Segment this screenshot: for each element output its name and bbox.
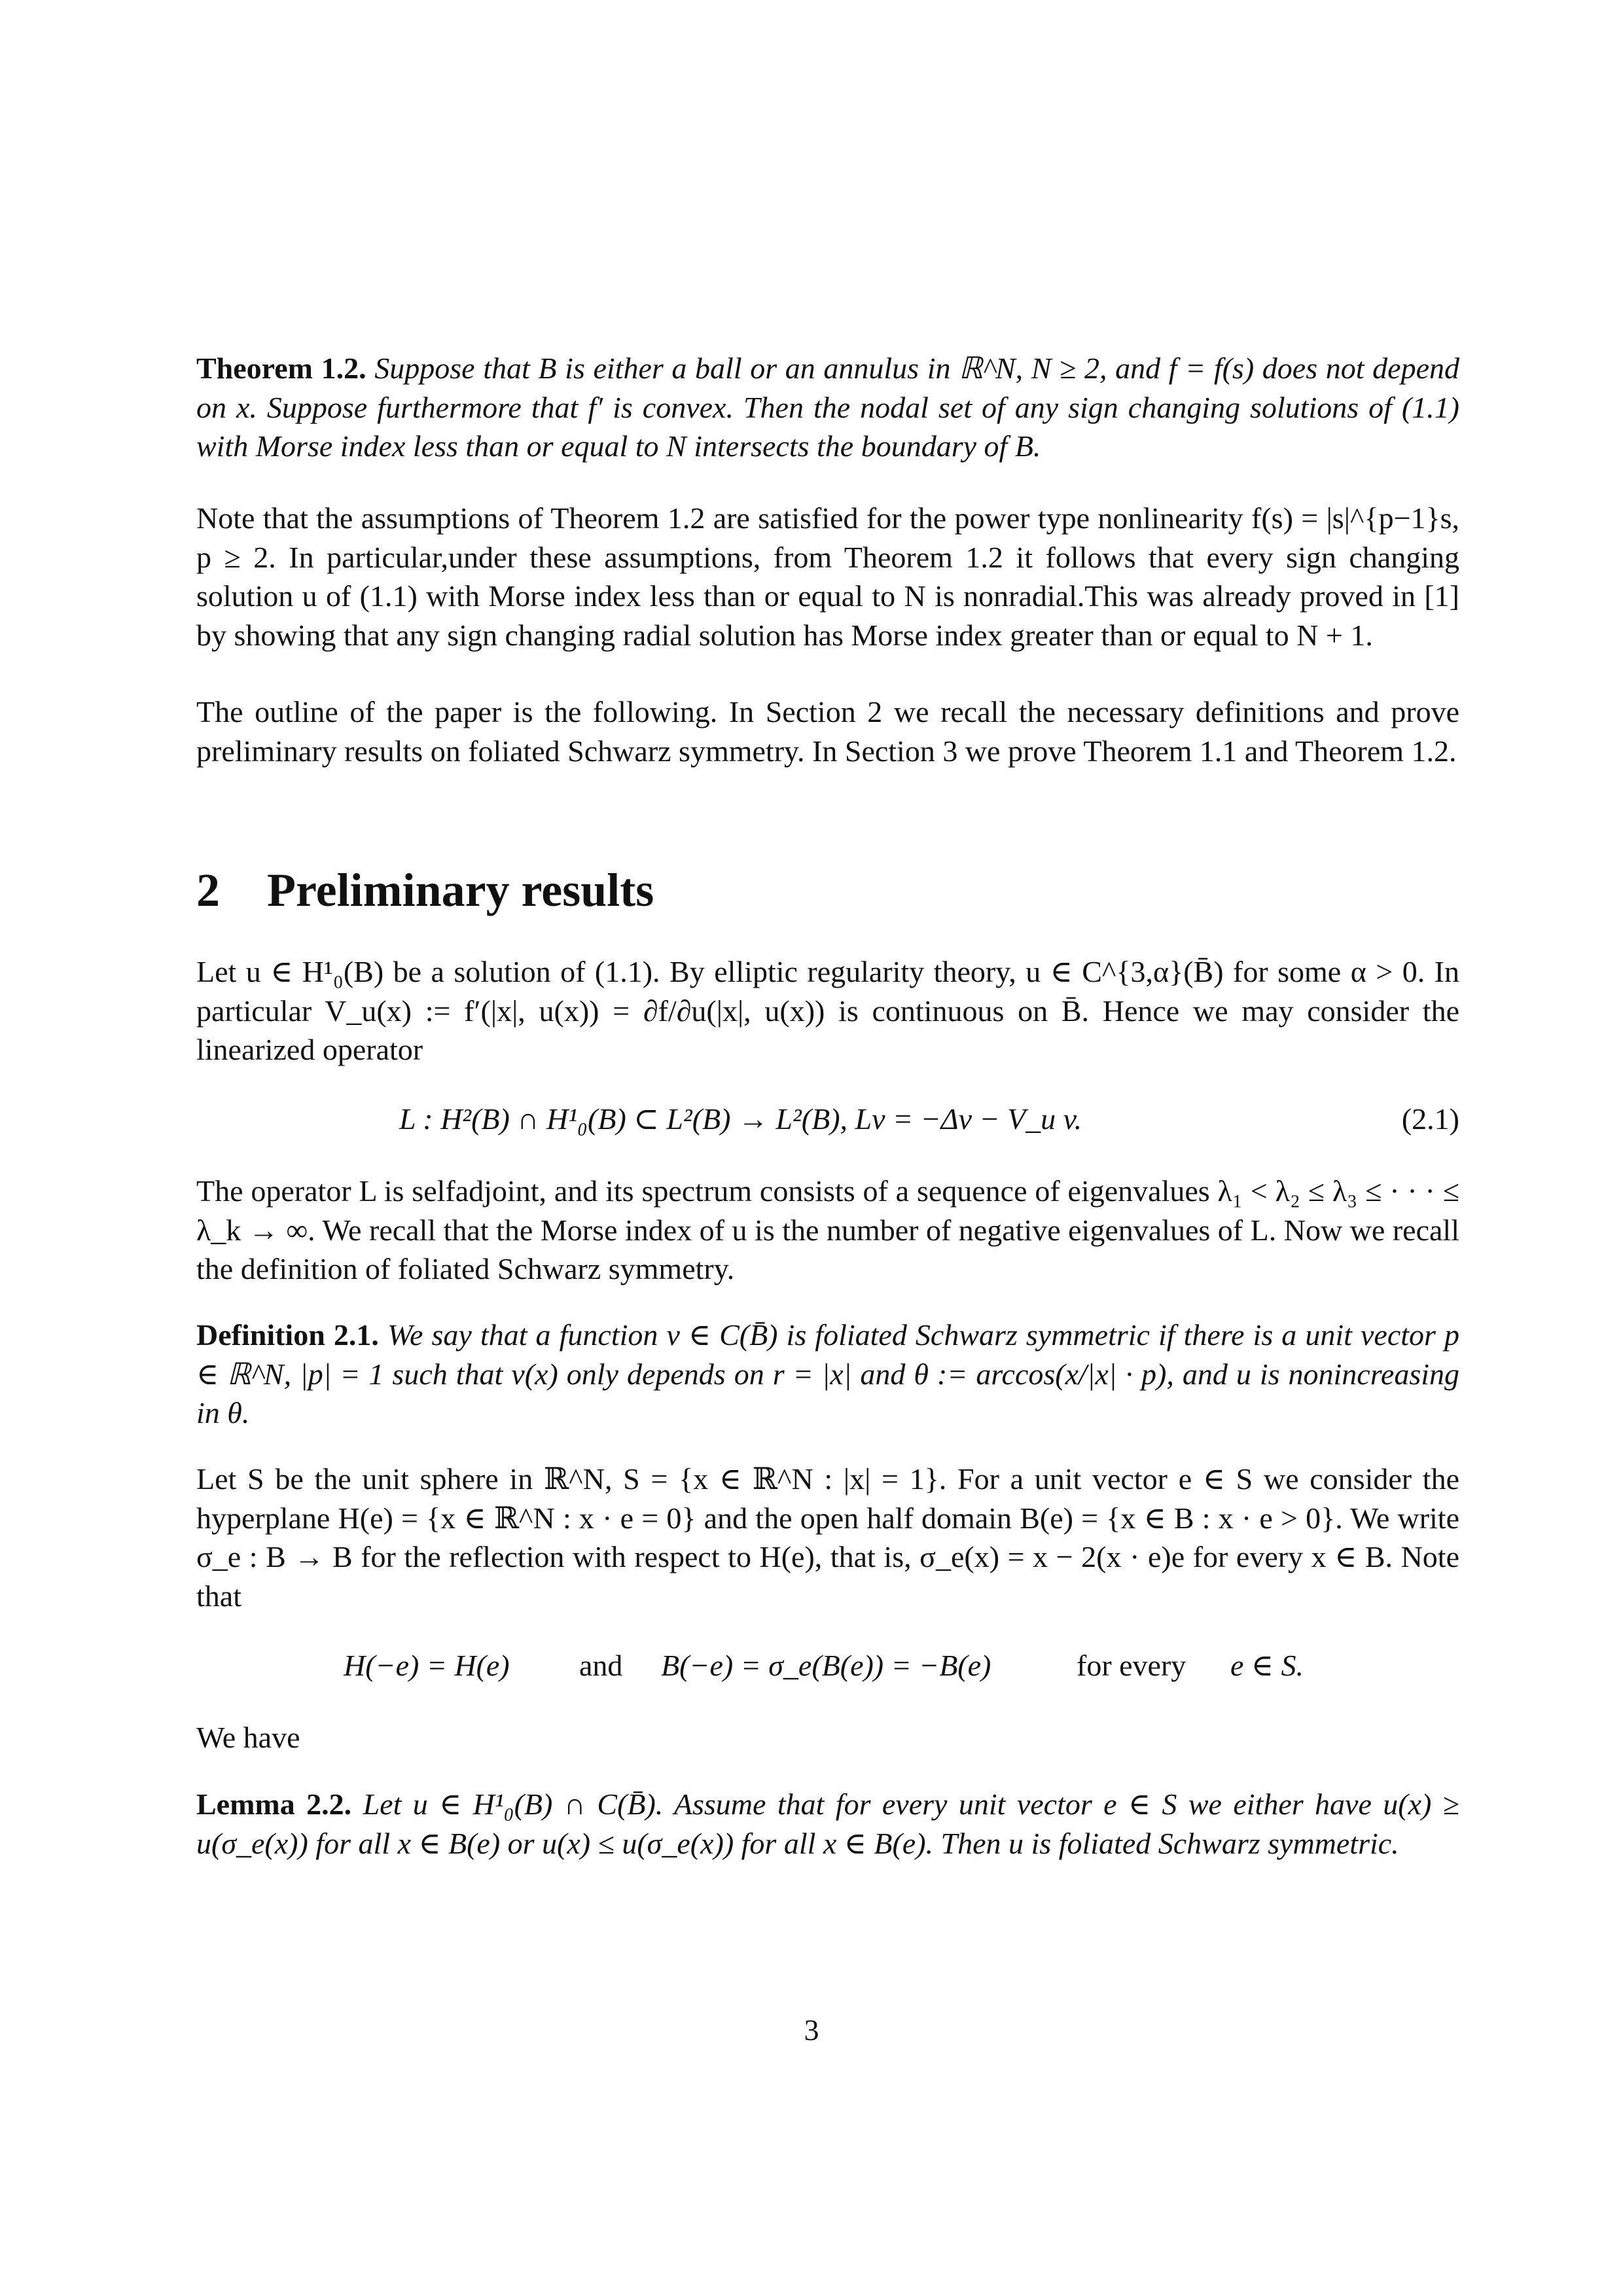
section-number: 2 — [196, 864, 220, 916]
sphere-text: Let S be the unit sphere in ℝ^N, S = {x ∈ ℝ^N : |x| = 1}. For a unit vector e ∈ S we consider the hyperplane H(e) = {x ∈ ℝ^N : x · e = 0} and the open half domain B(e) = {x ∈ B : x · e > 0}. We write σ_e : B → B for the reflection with respect to H(e), that is, σ_e(x) = x − 2(x · e)e for every x ∈ B. Note that — [196, 1462, 1459, 1613]
we-have — [196, 1718, 1459, 1757]
prelim-text: Let u ∈ H¹₀(B) be a solution of (1.1). By elliptic regularity theory, u ∈ C^{3,α}(B̄) for some α > 0. In particular V_u(x) := f′(|x|, u(x)) = ∂f/∂u(|x|, u(x)) is continuous on B̄. Hence we may consider the linearized operator — [196, 955, 1459, 1066]
note-text: Note that the assumptions of Theorem 1.2 are satisfied for the power type nonlinearity f(s) = |s|^{p−1}s, p ≥ 2. In particular,under these assumptions, from Theorem 1.2 it follows that every sign changing solution u of (1.1) with Morse index less than or equal to N is nonradial.This was already proved in [1] by showing that any sign changing radial solution has Morse index greater than or equal to N + 1. — [196, 501, 1459, 652]
lemma-2-2 — [196, 1785, 1459, 1863]
operator-text: The operator L is selfadjoint, and its spectrum consists of a sequence of eigenvalues λ₁ < λ₂ ≤ λ₃ ≤ · · · ≤ λ_k → ∞. We recall that the Morse index of u is the number of negative eigenvalues of L. Now we recall the definition of foliated Schwarz symmetry. — [196, 1174, 1459, 1285]
display-right: e ∈ S. — [1230, 1649, 1304, 1682]
sphere-paragraph — [196, 1460, 1459, 1615]
definition-2-1 — [196, 1316, 1459, 1433]
definition-head: Definition 2.1. — [196, 1318, 379, 1352]
prelim-paragraph — [196, 952, 1459, 1069]
theorem-head: Theorem 1.2. — [196, 351, 366, 385]
lemma-head: Lemma 2.2. — [196, 1787, 352, 1821]
outline-text: The outline of the paper is the following. In Section 2 we recall the necessary definitions and prove preliminary results on foliated Schwarz symmetry. In Section 3 we prove Theorem 1.1 and Theorem 1.2. — [196, 695, 1459, 768]
outline-paragraph — [196, 692, 1459, 770]
definition-text: We say that a function v ∈ C(B̄) is foliated Schwarz symmetric if there is a unit vector p ∈ ℝ^N, |p| = 1 such that v(x) only depends on r = |x| and θ := arccos(x/|x| · p), and u is nonincreasing in θ. — [196, 1318, 1459, 1429]
section-title: Preliminary results — [267, 864, 654, 916]
we-have-text: We have — [196, 1721, 300, 1754]
lemma-text: Let u ∈ H¹₀(B) ∩ C(B̄). Assume that for every unit vector e ∈ S we either have u(x) ≥ u(σ_e(x)) for all x ∈ B(e) or u(x) ≤ u(σ_e(x)) for all x ∈ B(e). Then u is foliated Schwarz symmetric. — [196, 1787, 1459, 1860]
equation-tag: (2.1) — [1401, 1102, 1459, 1136]
section-heading — [196, 864, 654, 916]
display-mid: B(−e) = σ_e(B(e)) = −B(e) — [661, 1649, 991, 1682]
display-for-every: for every — [1077, 1649, 1186, 1682]
theorem-1-2 — [196, 349, 1459, 466]
equation-body: L : H²(B) ∩ H¹₀(B) ⊂ L²(B) → L²(B), Lv = −Δv − V_u v. — [399, 1102, 1082, 1136]
page-number: 3 — [804, 2013, 819, 2047]
note-paragraph — [196, 499, 1459, 655]
theorem-text: Suppose that B is either a ball or an annulus in ℝ^N, N ≥ 2, and f = f(s) does not depend on x. Suppose furthermore that f′ is convex. Then the nodal set of any sign changing solutions of (1.1) with Morse index less than or equal to N intersects the boundary of B. — [196, 351, 1459, 463]
display-and: and — [579, 1649, 623, 1682]
display-left: H(−e) = H(e) — [344, 1649, 510, 1682]
operator-paragraph — [196, 1172, 1459, 1289]
